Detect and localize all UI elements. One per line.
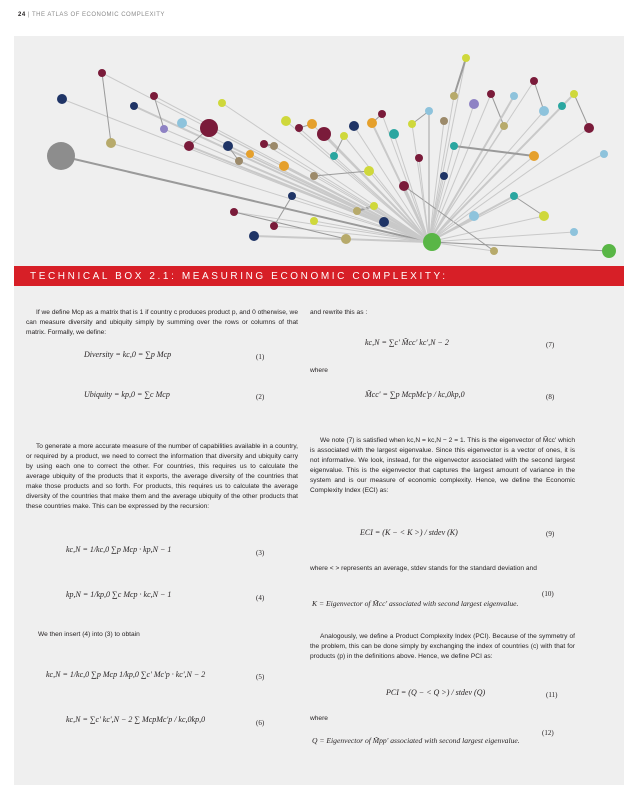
equation-number-1: (1) xyxy=(256,353,265,361)
network-node xyxy=(230,208,238,216)
network-node xyxy=(341,234,351,244)
network-node xyxy=(378,110,386,118)
network-node xyxy=(249,231,259,241)
where-label-1: where xyxy=(310,367,328,374)
header-separator: | xyxy=(25,12,32,18)
network-node xyxy=(440,172,448,180)
network-node xyxy=(281,116,291,126)
network-node xyxy=(584,123,594,133)
network-node xyxy=(558,102,566,110)
network-node xyxy=(184,141,194,151)
equation-number-6: (6) xyxy=(256,719,265,727)
equation-k-definition: K = Eigenvector of M̃cc' associated with second largest eigenvalue. xyxy=(312,599,519,608)
network-node xyxy=(223,141,233,151)
product-space-network-illustration xyxy=(14,36,624,266)
network-node xyxy=(450,92,458,100)
technical-box-banner xyxy=(14,266,624,286)
network-edge xyxy=(574,94,589,128)
technical-box-title: TECHNICAL BOX 2.1: MEASURING ECONOMIC COMPLEXITY: xyxy=(30,271,448,282)
network-node xyxy=(367,118,377,128)
network-node xyxy=(349,121,359,131)
equation-mcc-tilde: M̃cc' = ∑p McpMc'p / kc,0kp,0 xyxy=(365,390,465,399)
network-node xyxy=(602,244,616,258)
network-node xyxy=(200,119,218,137)
network-node xyxy=(408,120,416,128)
equation-number-8: (8) xyxy=(546,393,555,401)
equation-number-12: (12) xyxy=(542,729,554,737)
network-node xyxy=(399,181,409,191)
equation-number-10: (10) xyxy=(542,590,554,598)
network-node xyxy=(539,211,549,221)
network-node xyxy=(235,157,243,165)
network-node xyxy=(364,166,374,176)
paragraph-eigenvector: We note (7) is satisfied when kc,N = kc,N − 2 = 1. This is the eigenvector of M̃cc' which is associated with the largest eigenvalue. Since this eigenvector is a vector of ones, it is not informative. We look, instead, for the eigenvector associated with the second largest eigenvalue. This is the eigenvector that captures the largest amount of variance in the system and is our measure of economic complexity. Hence, we define the Economic Complexity Index (ECI) as: xyxy=(310,437,575,494)
equation-number-5: (5) xyxy=(256,673,265,681)
network-node xyxy=(260,140,268,148)
paragraph-average: where < > represents an average, stdev stands for the standard deviation and xyxy=(310,565,537,572)
running-header xyxy=(18,12,165,18)
network-node xyxy=(340,132,348,140)
network-node xyxy=(317,127,331,141)
equation-kcn-recursion: kc,N = 1/kc,0 ∑p Mcp · kp,N − 1 xyxy=(66,545,172,554)
equation-ubiquity: Ubiquity = kp,0 = ∑c Mcp xyxy=(84,390,170,399)
paragraph-define-mcp: If we define Mcp as a matrix that is 1 if country c produces product p, and 0 otherwise, we can measure diversity and ubiquity simply by summing over the rows or columns of that matrix. Formally, we define: xyxy=(26,309,298,336)
network-node xyxy=(130,102,138,110)
network-node xyxy=(218,99,226,107)
network-node xyxy=(310,172,318,180)
equation-q-definition: Q = Eigenvector of M̃pp' associated with second largest eigenvalue. xyxy=(312,736,520,745)
network-node xyxy=(500,122,508,130)
network-node xyxy=(177,118,187,128)
network-node xyxy=(450,142,458,150)
equation-combined-5: kc,N = 1/kc,0 ∑p Mcp 1/kp,0 ∑c' Mc'p · kc',N − 2 xyxy=(46,670,206,679)
network-node xyxy=(160,125,168,133)
network-node xyxy=(570,228,578,236)
network-node xyxy=(423,233,441,251)
equation-kpn-recursion: kp,N = 1/kp,0 ∑c Mcp · kc,N − 1 xyxy=(66,590,172,599)
paragraph-recursion: To generate a more accurate measure of the number of capabilities available in a country, or required by a product, we need to correct the information that diversity and ubiquity carry by using each one to correct the other. For countries, this requires us to calculate the average ubiquity of the products that it exports, the average diversity of the countries that make those products and so forth. For products, this requires us to calculate the average diversity of the countries that make them and the average ubiquity of the other products that these countries make. This can be expressed by the recursion: xyxy=(26,443,298,510)
paragraph-insert: We then insert (4) into (3) to obtain xyxy=(38,631,140,638)
network-node xyxy=(150,92,158,100)
network-node xyxy=(288,192,296,200)
network-node xyxy=(270,222,278,230)
network-node xyxy=(270,142,278,150)
network-node xyxy=(415,154,423,162)
network-node xyxy=(510,92,518,100)
equation-number-4: (4) xyxy=(256,594,265,602)
paragraph-rewrite: and rewrite this as : xyxy=(310,309,368,316)
network-node xyxy=(379,217,389,227)
network-node xyxy=(570,90,578,98)
paragraph-pci: Analogously, we define a Product Complexity Index (PCI). Because of the symmetry of the problem, this can be done simply by exchanging the index of countries (c) with that for products (p) in the definitions above. Hence, we define PCI as: xyxy=(310,633,575,660)
network-node xyxy=(370,202,378,210)
network-node xyxy=(600,150,608,158)
network-edge xyxy=(102,73,111,143)
network-node xyxy=(47,142,75,170)
network-node xyxy=(469,211,479,221)
network-node xyxy=(529,151,539,161)
network-node xyxy=(106,138,116,148)
where-label-2: where xyxy=(310,715,328,722)
equation-eci: ECI = (K − < K >) / stdev (K) xyxy=(360,528,458,537)
network-node xyxy=(98,69,106,77)
network-node xyxy=(425,107,433,115)
network-node xyxy=(57,94,67,104)
network-node xyxy=(353,207,361,215)
network-node xyxy=(307,119,317,129)
network-node xyxy=(310,217,318,225)
equation-number-2: (2) xyxy=(256,393,265,401)
book-title: THE ATLAS OF ECONOMIC COMPLEXITY xyxy=(31,12,165,18)
page-number: 24 xyxy=(18,12,26,18)
network-edge xyxy=(514,196,544,216)
network-node xyxy=(469,99,479,109)
network-edge xyxy=(274,196,292,226)
equation-kcn-tilde: kc,N = ∑c' M̃cc' kc',N − 2 xyxy=(365,338,449,347)
equation-number-9: (9) xyxy=(546,530,555,538)
equation-diversity: Diversity = kc,0 = ∑p Mcp xyxy=(84,350,172,359)
network-node xyxy=(490,247,498,255)
network-node xyxy=(330,152,338,160)
network-node xyxy=(510,192,518,200)
network-node xyxy=(246,150,254,158)
equation-pci: PCI = (Q − < Q >) / stdev (Q) xyxy=(386,688,486,697)
equation-number-3: (3) xyxy=(256,549,265,557)
network-node xyxy=(539,106,549,116)
equation-combined-6: kc,N = ∑c' kc',N − 2 ∑ McpMc'p / kc,0kp,0 xyxy=(66,715,206,724)
network-node xyxy=(440,117,448,125)
network-node xyxy=(462,54,470,62)
equation-number-11: (11) xyxy=(546,691,558,699)
network-node xyxy=(530,77,538,85)
network-node xyxy=(295,124,303,132)
network-node xyxy=(279,161,289,171)
network-node xyxy=(389,129,399,139)
network-node xyxy=(487,90,495,98)
equation-number-7: (7) xyxy=(546,341,555,349)
network-edge xyxy=(491,94,504,126)
